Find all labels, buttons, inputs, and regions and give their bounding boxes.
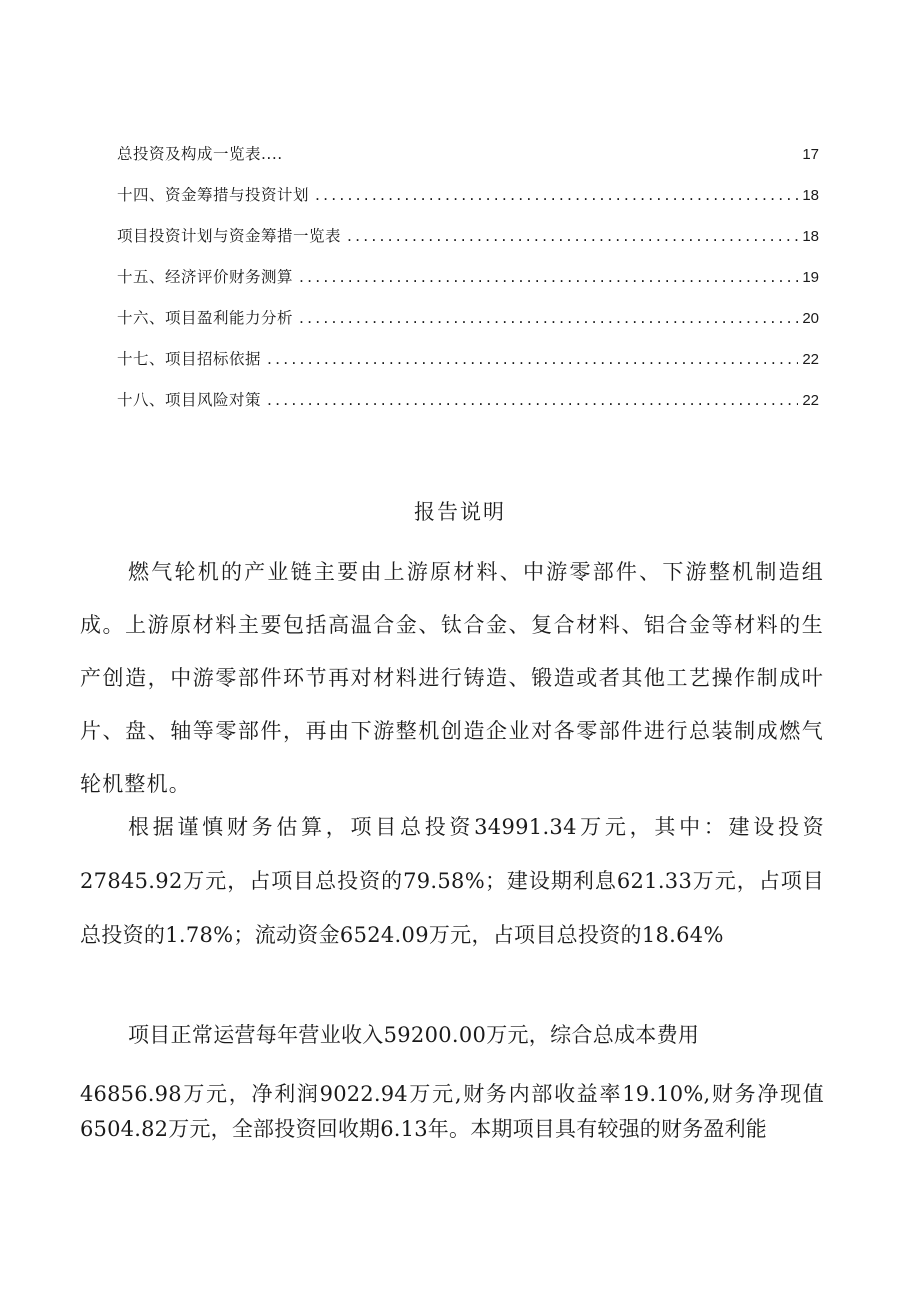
toc-entry-page: 22: [802, 351, 819, 368]
report-paragraph-investment: 根据谨慎财务估算，项目总投资34991.34万元，其中：建设投资27845.92万元，占项目总投资的79.58%；建设期利息621.33万元，占项目总投资的1.78%；流动资金6524.09万元，占项目总投资的18.64%: [80, 815, 824, 947]
toc-leader-dots: [299, 306, 798, 330]
report-paragraph-financials: 46856.98万元，净利润9022.94万元,财务内部收益率19.10%,财务净现值6504.82万元，全部投资回收期6.13年。本期项目具有较强的财务盈利能: [80, 1082, 824, 1141]
toc-entry-page: 22: [802, 392, 819, 409]
toc-entry-title: 十七、项目招标依据: [117, 350, 262, 368]
report-paragraph-revenue-intro: 项目正常运营每年营业收入59200.00万元，综合总成本费用: [128, 1023, 700, 1047]
toc-entry-title: 十六、项目盈利能力分析: [117, 309, 294, 327]
toc-leader-dots: [267, 388, 798, 412]
toc-leader-dots: [299, 265, 798, 289]
toc-leader-dots: [267, 347, 798, 371]
toc-entry-title: 十五、经济评价财务测算: [117, 268, 294, 286]
toc-entry-title: 十八、项目风险对策: [117, 391, 262, 409]
toc-entry-title: 项目投资计划与资金筹措一览表: [117, 227, 342, 245]
toc-leader-dots: [315, 183, 798, 207]
toc-entry-page: 18: [802, 228, 819, 245]
toc-leader-dots: [347, 224, 798, 248]
report-paragraph-industry-chain: 燃气轮机的产业链主要由上游原材料、中游零部件、下游整机制造组成。上游原材料主要包括高温合金、钛合金、复合材料、铝合金等材料的生产创造，中游零部件环节再对材料进行铸造、锻造或者其他工艺操作制成叶片、盘、轴等零部件，再由下游整机创造企业对各零部件进行总装制成燃气轮机整机。: [80, 560, 824, 796]
toc-entry[interactable]: [117, 142, 819, 183]
toc-entry-page: 20: [802, 310, 819, 327]
toc-entry-title: 总投资及构成一览表....: [117, 145, 283, 163]
toc-entry[interactable]: [117, 347, 819, 388]
toc-entry[interactable]: [117, 265, 819, 306]
report-title: 报告说明: [414, 500, 506, 524]
toc-entry[interactable]: [117, 306, 819, 347]
toc-entry-page: 17: [802, 146, 819, 163]
toc-entry-page: 18: [802, 187, 819, 204]
toc-entry[interactable]: [117, 224, 819, 265]
toc-entry[interactable]: [117, 183, 819, 224]
toc-entry-page: 19: [802, 269, 819, 286]
toc-entry-title: 十四、资金筹措与投资计划: [117, 186, 310, 204]
table-of-contents: [117, 142, 819, 429]
toc-entry[interactable]: [117, 388, 819, 429]
